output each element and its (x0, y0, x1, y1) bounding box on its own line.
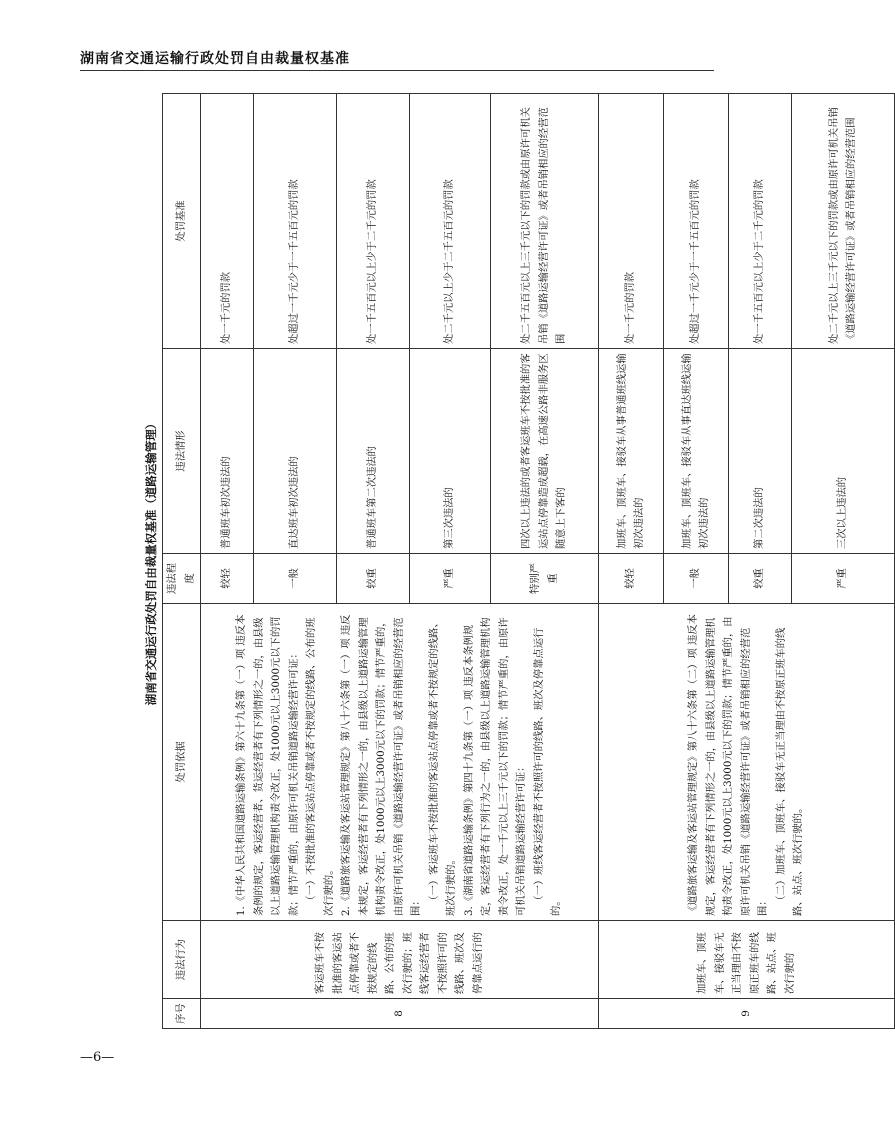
penalty-standard-table (162, 93, 895, 1029)
violation-degree: 较轻 (201, 554, 254, 604)
basis-paragraph: （一）班线客运经营者不按照许可的线路、班次及停靠点运行的。 (532, 627, 563, 916)
penalty-standard: 处二千五百元以上三千元以下的罚款或由原许可机关吊销《道路运输经营许可证》或者吊销相应的经营范围 (491, 94, 599, 349)
violation-situation: 加班车、顶班车、接驳车从事普通班线运输初次违法的 (599, 349, 664, 554)
col-header-degree: 违法程度 (163, 554, 201, 604)
table-row (599, 94, 664, 1029)
violation-situation: 加班车、顶班车、接驳车从事直达班线运输初次违法的 (664, 349, 729, 554)
table-row (201, 94, 254, 1029)
violation-degree: 较重 (337, 554, 410, 604)
penalty-standard: 处二千元以上少于二千五百元的罚款 (410, 94, 491, 349)
col-header-no: 序号 (163, 999, 201, 1029)
violation-degree: 严重 (410, 554, 491, 604)
violation-situation: 第三次违法的 (410, 349, 491, 554)
row-number: 8 (201, 999, 599, 1029)
violation-situation: 三次以上违法的 (792, 349, 895, 554)
violation-degree: 严重 (792, 554, 895, 604)
penalty-basis (201, 604, 599, 921)
page-number: —6— (80, 1050, 115, 1065)
row-number: 9 (599, 999, 895, 1029)
basis-paragraph: （一）不按批准的客运站点停靠或者不按规定的线路、公布的班次行驶的。 (305, 617, 335, 916)
basis-paragraph: 1.《中华人民共和国道路运输条例》第六十九条第（一）项 违反本条例的规定，客运经营者、货运经营者有下列情形之一的，由县级以上道路运输管理机构责令改正，处1000元以上3000元以下的罚款；情节严重的，由原许可机关吊销道路运输经营许可证： (235, 614, 300, 916)
page-header-title: 湖南省交通运输行政处罚自由裁量权基准 (80, 51, 350, 67)
penalty-standard: 处一千元的罚款 (599, 94, 664, 349)
col-header-situation: 违法情形 (163, 349, 201, 554)
violation-degree: 特别严重 (491, 554, 599, 604)
penalty-standard: 处一千五百元以上少于二千元的罚款 (337, 94, 410, 349)
violation-degree: 较重 (729, 554, 792, 604)
penalty-standard: 处二千元以上三千元以下的罚款或由原许可机关吊销《道路运输经营许可证》或者吊销相应的经营范围 (792, 94, 895, 349)
penalty-standard: 处一千元的罚款 (201, 94, 254, 349)
illegal-act: 客运班车不按批准的客运站点停靠或者不按规定的线路、公布的班次行驶的；班线客运经营者不按照许可的线路、班次及停靠点运行的 (201, 921, 599, 999)
violation-situation: 第二次违法的 (729, 349, 792, 554)
penalty-basis (599, 604, 895, 921)
col-header-basis: 处罚依据 (163, 604, 201, 921)
table-header-row (163, 94, 201, 1029)
violation-situation: 直达班车初次违法的 (254, 349, 337, 554)
basis-paragraph: （二）加班车、顶班车、接驳车无正当理由不按原正班车的线路、站点、班次行驶的。 (774, 627, 805, 916)
violation-situation: 普通班车初次违法的 (201, 349, 254, 554)
basis-paragraph: 2.《道路旅客运输及客运站管理规定》第八十六条第（一）项 违反本规定，客运经营者有下列情形之一的，由县级以上道路运输管理机构责令改正，处1000元以上3000元以下的罚款；情节严重的，由原许可机关吊销《道路运输经营许可证》或者吊销相应的经营范围： (340, 614, 423, 916)
col-header-penalty: 处罚基准 (163, 94, 201, 349)
violation-degree: 较轻 (599, 554, 664, 604)
violation-degree: 一般 (254, 554, 337, 604)
basis-paragraph: 3.《湖南省道路运输条例》第四十九条第（一）项 违反本条例规定，客运经营者有下列行为之一的，由县级以上道路运输管理机构责令改正，处一千元以上三千元以下的罚款；情节严重的，由原许可机关吊销道路运输经营许可证： (462, 617, 528, 916)
basis-paragraph: 《道路旅客运输及客运站管理规定》第八十六条第（二）项 违反本规定，客运经营者有下列情形之一的，由县级以上道路运输管理机构责令改正，处1000元以上3000元以下的罚款；情节严重的，由原许可机关吊销《道路运输经营许可证》或者吊销相应的经营范围： (687, 614, 770, 916)
rotated-table-panel (140, 94, 857, 1029)
header-rule (80, 70, 714, 71)
violation-situation: 四次以上违法的或者客运班车不按批准的客运站点停靠造成超载，在高速公路非服务区随意上下客的 (491, 349, 599, 554)
table-caption: 湖南省交通运行政处罚自由裁量权基准（道路运输管理） (144, 417, 158, 706)
penalty-standard: 处超过一千元少于一千五百元的罚款 (664, 94, 729, 349)
penalty-standard: 处超过一千元少于一千五百元的罚款 (254, 94, 337, 349)
col-header-act: 违法行为 (163, 921, 201, 999)
violation-degree: 一般 (664, 554, 729, 604)
violation-situation: 普通班车第二次违法的 (337, 349, 410, 554)
illegal-act: 加班车、顶班车、接驳车无正当理由不按原正班车的线路、站点、班次行驶的 (599, 921, 895, 999)
penalty-standard: 处一千五百元以上少于二千元的罚款 (729, 94, 792, 349)
basis-paragraph: （一）客运班车不按批准的客运站点停靠或者不按规定的线路、班次行驶的。 (427, 617, 458, 916)
